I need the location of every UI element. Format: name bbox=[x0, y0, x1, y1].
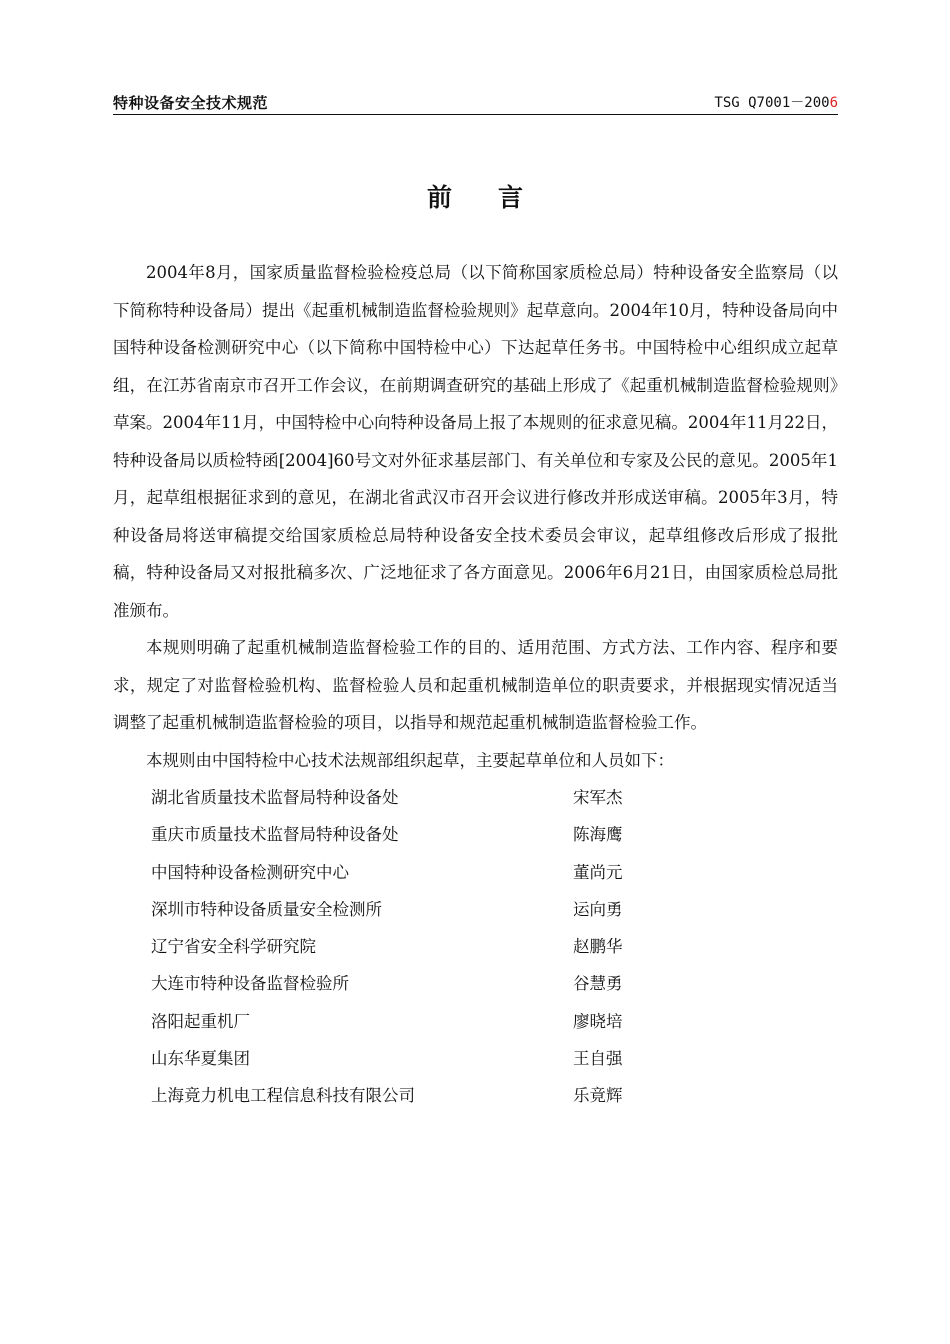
unit-name: 洛阳起重机厂 bbox=[151, 1011, 250, 1031]
page-title: 前言 bbox=[426, 183, 569, 212]
list-item bbox=[113, 891, 838, 928]
header-standard-number bbox=[714, 92, 838, 112]
unit-name: 山东华夏集团 bbox=[151, 1049, 250, 1069]
header-standard-number-accent: 6 bbox=[829, 95, 838, 111]
unit-name: 深圳市特种设备质量安全检测所 bbox=[151, 899, 382, 919]
unit-person: 王自强 bbox=[573, 1049, 623, 1069]
unit-name: 上海竟力机电工程信息科技有限公司 bbox=[151, 1086, 415, 1106]
list-item bbox=[113, 854, 838, 891]
unit-person: 乐竟辉 bbox=[573, 1086, 623, 1106]
paragraph-scope: 本规则明确了起重机械制造监督检验工作的目的、适用范围、方式方法、工作内容、程序和要求，规定了对监督检验机构、监督检验人员和起重机械制造单位的职责要求，并根据现实情况适当调整了起重机械制造监督检验的项目，以指导和规范起重机械制造监督检验工作。 bbox=[113, 638, 838, 732]
list-item bbox=[113, 1040, 838, 1077]
unit-person: 廖晓培 bbox=[573, 1011, 623, 1031]
list-item bbox=[113, 1003, 838, 1040]
header-standard-number-main: TSG Q7001－200 bbox=[714, 95, 830, 111]
unit-name: 湖北省质量技术监督局特种设备处 bbox=[151, 788, 399, 807]
page-header bbox=[113, 88, 838, 114]
list-item bbox=[113, 965, 838, 1002]
unit-person: 赵鹏华 bbox=[573, 937, 623, 957]
unit-name: 大连市特种设备监督检验所 bbox=[151, 974, 349, 994]
unit-person: 运向勇 bbox=[573, 899, 623, 919]
list-item bbox=[113, 1077, 838, 1114]
preface-body bbox=[113, 254, 838, 1115]
paragraph-history: 2004年8月，国家质量监督检验检疫总局（以下简称国家质检总局）特种设备安全监察局（以下简称特种设备局）提出《起重机械制造监督检验规则》起草意向。2004年10月，特种设备局向中国特种设备检测研究中心（以下简称中国特检中心）下达起草任务书。中国特检中心组织成立起草组，在江苏省南京市召开工作会议，在前期调查研究的基础上形成了《起重机械制造监督检验规则》草案。2004年11月，中国特检中心向特种设备局上报了本规则的征求意见稿。2004年11月22日，特种设备局以质检特函[2004]60号文对外征求基层部门、有关单位和专家及公民的意见。2005年1月，起草组根据征求到的意见，在湖北省武汉市召开会议进行修改并形成送审稿。2005年3月，特种设备局将送审稿提交给国家质检总局特种设备安全技术委员会审议，起草组修改后形成了报批稿，特种设备局又对报批稿多次、广泛地征求了各方面意见。2006年6月21日，由国家质检总局批准颁布。 bbox=[113, 263, 838, 620]
unit-name: 重庆市质量技术监督局特种设备处 bbox=[151, 825, 399, 845]
unit-person: 宋军杰 bbox=[573, 788, 623, 807]
unit-person: 董尚元 bbox=[573, 862, 623, 882]
unit-person: 陈海鹰 bbox=[573, 825, 623, 845]
paragraph-drafters-intro: 本规则由中国特检中心技术法规部组织起草，主要起草单位和人员如下： bbox=[146, 750, 674, 770]
unit-person: 谷慧勇 bbox=[573, 974, 623, 994]
list-item bbox=[113, 928, 838, 965]
drafting-units-list bbox=[113, 779, 838, 1115]
unit-name: 辽宁省安全科学研究院 bbox=[151, 937, 316, 957]
header-rule bbox=[113, 114, 838, 115]
list-item bbox=[113, 779, 838, 816]
list-item bbox=[113, 816, 838, 853]
header-spec-category: 特种设备安全技术规范 bbox=[113, 94, 269, 112]
unit-name: 中国特种设备检测研究中心 bbox=[151, 862, 349, 882]
